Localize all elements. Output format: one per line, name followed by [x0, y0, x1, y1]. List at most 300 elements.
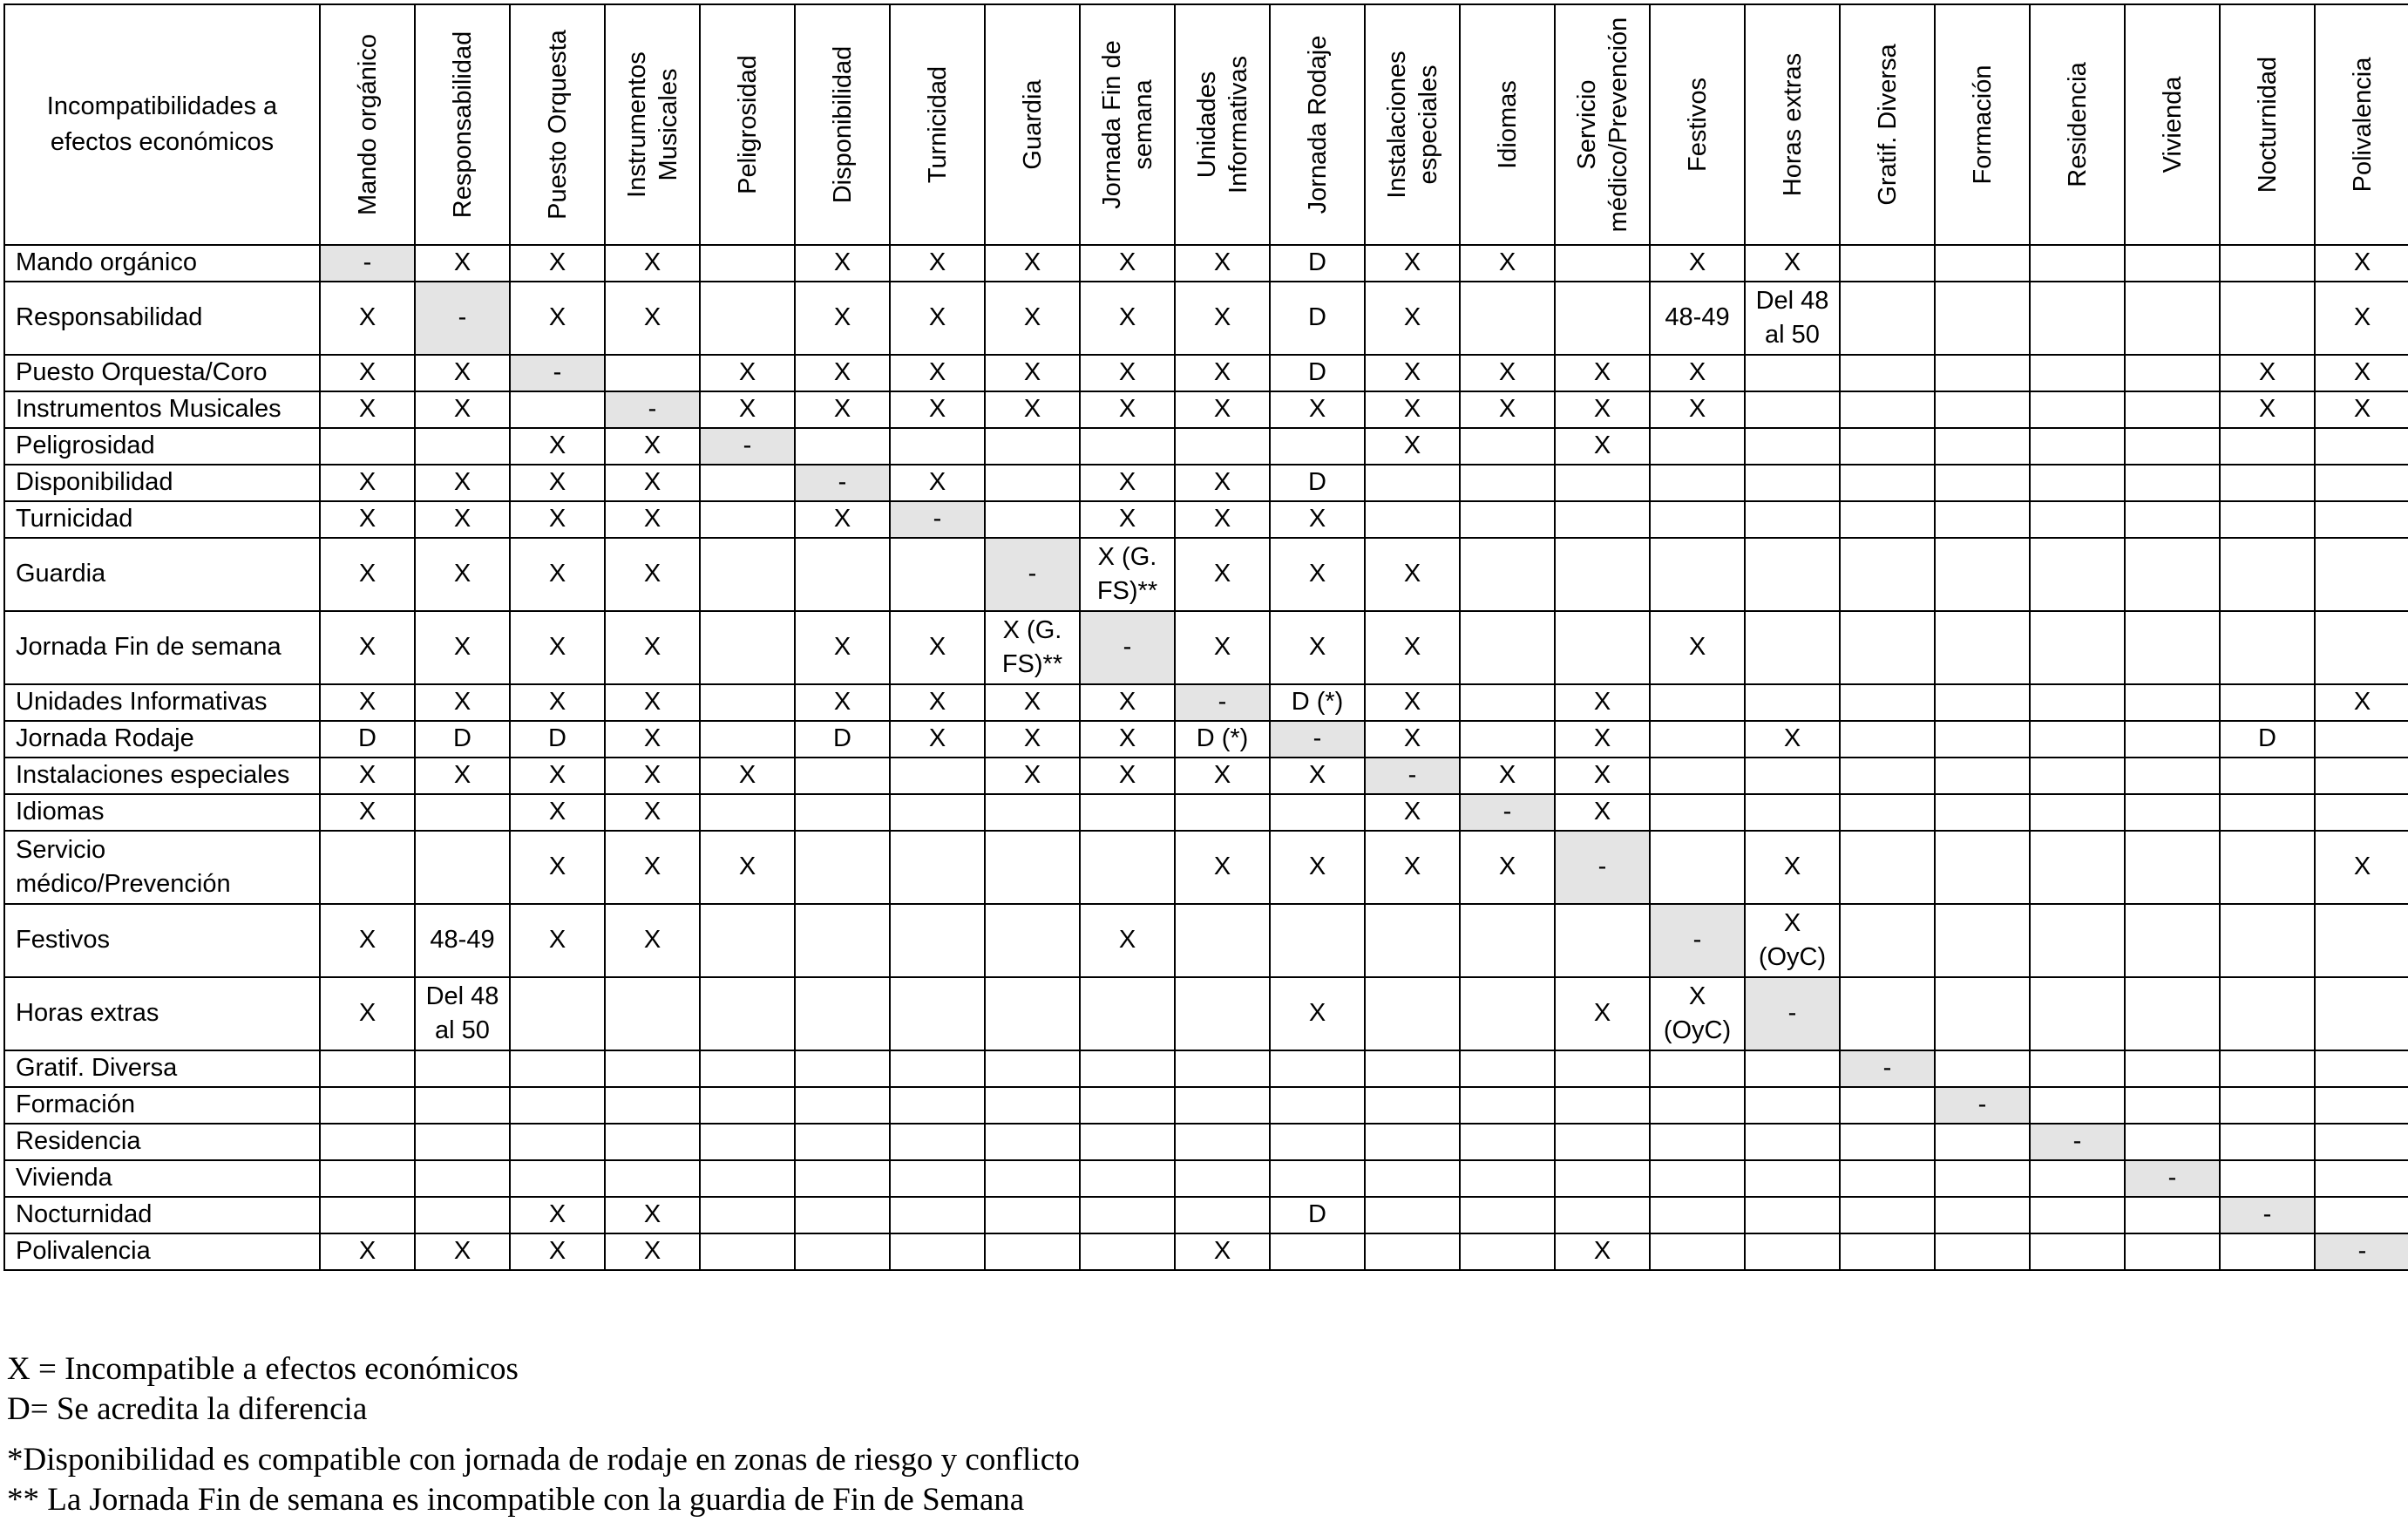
matrix-cell: X: [605, 1233, 700, 1270]
diagonal-cell: -: [1650, 904, 1745, 977]
column-header-label: Mando orgánico: [353, 34, 382, 215]
matrix-cell: [2030, 1050, 2125, 1087]
matrix-cell: [1080, 428, 1175, 465]
matrix-cell: [795, 977, 890, 1050]
matrix-cell: [1650, 428, 1745, 465]
legend-d: D= Se acredita la diferencia: [7, 1391, 368, 1427]
matrix-cell: X: [1175, 391, 1270, 428]
matrix-cell: X: [1555, 758, 1650, 794]
table-row: [4, 794, 2408, 831]
diagonal-cell: -: [1935, 1087, 2030, 1124]
diagonal-cell: -: [1840, 1050, 1935, 1087]
matrix-cell: [2030, 611, 2125, 684]
matrix-cell: [2315, 977, 2408, 1050]
matrix-cell: X: [1175, 611, 1270, 684]
matrix-cell: [2220, 428, 2315, 465]
matrix-cell: [1080, 831, 1175, 904]
matrix-cell: [1840, 721, 1935, 758]
matrix-cell: X: [320, 391, 415, 428]
matrix-cell: X: [415, 684, 510, 721]
matrix-cell: [2125, 391, 2220, 428]
matrix-cell: X: [605, 1197, 700, 1233]
matrix-cell: [700, 721, 795, 758]
table-row: [4, 538, 2408, 611]
matrix-cell: [1365, 977, 1460, 1050]
matrix-cell: [1745, 355, 1840, 391]
matrix-cell: X: [1365, 428, 1460, 465]
matrix-cell: X: [320, 1233, 415, 1270]
matrix-cell: [1175, 1087, 1270, 1124]
matrix-cell: [1935, 282, 2030, 355]
matrix-cell: X: [1270, 391, 1365, 428]
row-label: Formación: [4, 1087, 320, 1124]
matrix-cell: [1650, 831, 1745, 904]
matrix-cell: X: [795, 355, 890, 391]
matrix-cell: X (G. FS)**: [1080, 538, 1175, 611]
matrix-cell: X: [1365, 721, 1460, 758]
matrix-cell: [1555, 465, 1650, 501]
matrix-cell: [1080, 1050, 1175, 1087]
column-header: [2030, 4, 2125, 245]
row-label: Residencia: [4, 1124, 320, 1160]
matrix-cell: [2030, 721, 2125, 758]
matrix-cell: [415, 1087, 510, 1124]
column-header: [890, 4, 985, 245]
matrix-cell: [1650, 1160, 1745, 1197]
row-label: Turnicidad: [4, 501, 320, 538]
matrix-cell: X: [1270, 611, 1365, 684]
matrix-cell: [1365, 1124, 1460, 1160]
matrix-cell: X: [1175, 282, 1270, 355]
matrix-cell: [1460, 1160, 1555, 1197]
matrix-cell: X: [1460, 831, 1555, 904]
matrix-cell: [1650, 684, 1745, 721]
matrix-cell: [1840, 428, 1935, 465]
column-header-label: Horas extras: [1778, 52, 1807, 197]
matrix-cell: D: [1270, 282, 1365, 355]
matrix-cell: X: [1650, 391, 1745, 428]
matrix-cell: [1270, 1233, 1365, 1270]
matrix-cell: [795, 1197, 890, 1233]
matrix-cell: [700, 501, 795, 538]
matrix-cell: [2315, 721, 2408, 758]
matrix-cell: [890, 1087, 985, 1124]
matrix-cell: [2030, 428, 2125, 465]
diagonal-cell: -: [2030, 1124, 2125, 1160]
row-label: Unidades Informativas: [4, 684, 320, 721]
matrix-cell: [1270, 1050, 1365, 1087]
matrix-cell: [1745, 684, 1840, 721]
matrix-cell: [1175, 1197, 1270, 1233]
matrix-cell: [1080, 1197, 1175, 1233]
row-label: Peligrosidad: [4, 428, 320, 465]
matrix-cell: [510, 391, 605, 428]
matrix-cell: [510, 1087, 605, 1124]
matrix-cell: [1650, 1087, 1745, 1124]
table-row: [4, 465, 2408, 501]
matrix-cell: X (G. FS)**: [985, 611, 1080, 684]
table-row: [4, 282, 2408, 355]
matrix-cell: [1460, 1233, 1555, 1270]
matrix-cell: X: [1460, 355, 1555, 391]
matrix-cell: X: [320, 282, 415, 355]
matrix-cell: [2220, 538, 2315, 611]
matrix-cell: Del 48 al 50: [1745, 282, 1840, 355]
matrix-cell: [890, 1050, 985, 1087]
matrix-cell: [2220, 684, 2315, 721]
matrix-cell: [2220, 501, 2315, 538]
matrix-cell: [605, 977, 700, 1050]
matrix-cell: [1460, 611, 1555, 684]
matrix-cell: [2030, 684, 2125, 721]
row-label: Polivalencia: [4, 1233, 320, 1270]
matrix-cell: X: [510, 684, 605, 721]
matrix-cell: [1365, 1050, 1460, 1087]
matrix-cell: [700, 538, 795, 611]
matrix-cell: [1935, 538, 2030, 611]
matrix-cell: [1555, 538, 1650, 611]
matrix-cell: [1460, 904, 1555, 977]
matrix-cell: X: [320, 977, 415, 1050]
diagonal-cell: -: [1745, 977, 1840, 1050]
matrix-cell: [1460, 282, 1555, 355]
matrix-cell: [2315, 465, 2408, 501]
matrix-cell: [1080, 1124, 1175, 1160]
matrix-cell: X: [2315, 831, 2408, 904]
matrix-cell: [1555, 1124, 1650, 1160]
matrix-cell: [510, 977, 605, 1050]
column-header: [1460, 4, 1555, 245]
row-label: Festivos: [4, 904, 320, 977]
column-header-label: Festivos: [1683, 78, 1712, 172]
matrix-cell: [985, 428, 1080, 465]
matrix-cell: [985, 501, 1080, 538]
matrix-cell: [890, 538, 985, 611]
column-header: [320, 4, 415, 245]
matrix-cell: [320, 428, 415, 465]
matrix-cell: [795, 428, 890, 465]
diagonal-cell: -: [700, 428, 795, 465]
matrix-cell: [700, 1160, 795, 1197]
matrix-cell: [605, 355, 700, 391]
matrix-cell: [1745, 465, 1840, 501]
matrix-cell: [1650, 758, 1745, 794]
matrix-cell: X: [1080, 245, 1175, 282]
column-header: [1650, 4, 1745, 245]
matrix-cell: X: [890, 391, 985, 428]
matrix-cell: X: [1080, 684, 1175, 721]
matrix-cell: [2125, 684, 2220, 721]
matrix-cell: [1840, 1087, 1935, 1124]
matrix-cell: [2030, 831, 2125, 904]
matrix-cell: [1555, 1050, 1650, 1087]
matrix-cell: [1935, 1160, 2030, 1197]
matrix-cell: [2220, 245, 2315, 282]
matrix-cell: X: [1080, 465, 1175, 501]
matrix-cell: X: [1745, 831, 1840, 904]
matrix-cell: X: [1650, 611, 1745, 684]
matrix-cell: [890, 1233, 985, 1270]
matrix-cell: [700, 1050, 795, 1087]
matrix-cell: [1840, 282, 1935, 355]
matrix-cell: [1745, 501, 1840, 538]
table-row: [4, 1087, 2408, 1124]
matrix-cell: X: [510, 282, 605, 355]
matrix-cell: X: [605, 904, 700, 977]
matrix-cell: [2220, 904, 2315, 977]
column-header-label: Responsabilidad: [448, 31, 477, 219]
matrix-cell: [1935, 1197, 2030, 1233]
matrix-cell: X: [700, 391, 795, 428]
matrix-cell: [1460, 428, 1555, 465]
row-label: Guardia: [4, 538, 320, 611]
column-header: [985, 4, 1080, 245]
diagonal-cell: -: [1460, 794, 1555, 831]
matrix-cell: [985, 1087, 1080, 1124]
matrix-cell: [2030, 758, 2125, 794]
matrix-cell: [510, 1160, 605, 1197]
matrix-cell: [795, 794, 890, 831]
matrix-cell: X: [320, 355, 415, 391]
matrix-cell: [700, 977, 795, 1050]
column-header: [700, 4, 795, 245]
matrix-cell: X: [415, 758, 510, 794]
column-header-label: Jornada Rodaje: [1303, 35, 1332, 214]
matrix-cell: [1080, 1233, 1175, 1270]
column-header-label: Instrumentos Musicales: [622, 51, 682, 198]
column-header: [2220, 4, 2315, 245]
matrix-cell: [1935, 721, 2030, 758]
matrix-cell: [1175, 1050, 1270, 1087]
matrix-cell: [1935, 794, 2030, 831]
column-header: [605, 4, 700, 245]
matrix-cell: [795, 1124, 890, 1160]
matrix-cell: [1935, 977, 2030, 1050]
table-row: [4, 1160, 2408, 1197]
matrix-cell: X: [510, 538, 605, 611]
table-row: [4, 1197, 2408, 1233]
matrix-cell: [985, 1160, 1080, 1197]
matrix-cell: [2030, 391, 2125, 428]
matrix-cell: [1270, 904, 1365, 977]
matrix-cell: [1935, 831, 2030, 904]
row-label: Disponibilidad: [4, 465, 320, 501]
diagonal-cell: -: [2125, 1160, 2220, 1197]
matrix-cell: [1935, 1233, 2030, 1270]
matrix-cell: [1840, 501, 1935, 538]
column-header: [1270, 4, 1365, 245]
matrix-cell: [1840, 1160, 1935, 1197]
matrix-cell: [1650, 1124, 1745, 1160]
matrix-cell: [1745, 794, 1840, 831]
matrix-cell: X: [985, 282, 1080, 355]
matrix-cell: [1935, 684, 2030, 721]
matrix-cell: X: [1365, 794, 1460, 831]
matrix-cell: X: [1365, 245, 1460, 282]
matrix-cell: [2125, 1233, 2220, 1270]
matrix-cell: D: [795, 721, 890, 758]
matrix-cell: [890, 428, 985, 465]
matrix-cell: [1650, 1050, 1745, 1087]
matrix-cell: [2220, 1160, 2315, 1197]
row-label: Horas extras: [4, 977, 320, 1050]
matrix-cell: [1080, 1087, 1175, 1124]
matrix-cell: X: [1365, 538, 1460, 611]
legend-gap: [7, 1430, 1080, 1440]
matrix-cell: [700, 1233, 795, 1270]
matrix-cell: X: [2315, 282, 2408, 355]
matrix-cell: [320, 831, 415, 904]
matrix-cell: [1175, 1160, 1270, 1197]
matrix-cell: [2125, 1050, 2220, 1087]
matrix-cell: Del 48 al 50: [415, 977, 510, 1050]
matrix-cell: X: [890, 721, 985, 758]
matrix-cell: [2125, 245, 2220, 282]
matrix-cell: X: [605, 721, 700, 758]
matrix-cell: X: [985, 391, 1080, 428]
matrix-cell: X: [1555, 355, 1650, 391]
column-header-label: Guardia: [1018, 79, 1047, 170]
matrix-cell: X: [415, 1233, 510, 1270]
matrix-cell: X: [1175, 465, 1270, 501]
matrix-cell: [2125, 721, 2220, 758]
diagonal-cell: -: [795, 465, 890, 501]
matrix-cell: [2030, 1087, 2125, 1124]
matrix-cell: X: [1080, 721, 1175, 758]
column-header-label: Nocturnidad: [2253, 56, 2282, 194]
matrix-cell: X: [510, 611, 605, 684]
column-header-label: Jornada Fin de semana: [1097, 40, 1157, 209]
column-header: [510, 4, 605, 245]
matrix-cell: X: [605, 428, 700, 465]
matrix-cell: [415, 1050, 510, 1087]
matrix-cell: [2125, 1124, 2220, 1160]
matrix-cell: X: [1365, 684, 1460, 721]
column-header: [1555, 4, 1650, 245]
matrix-cell: D: [1270, 1197, 1365, 1233]
matrix-cell: [985, 1050, 1080, 1087]
column-header-label: Formación: [1968, 65, 1997, 185]
matrix-cell: [1460, 1197, 1555, 1233]
matrix-cell: X: [2220, 391, 2315, 428]
column-header-label: Polivalencia: [2348, 57, 2377, 193]
table-row: [4, 1050, 2408, 1087]
column-header: [1745, 4, 1840, 245]
matrix-cell: [2220, 282, 2315, 355]
matrix-cell: [795, 538, 890, 611]
matrix-cell: [1460, 721, 1555, 758]
matrix-cell: X: [985, 684, 1080, 721]
matrix-cell: [2220, 465, 2315, 501]
matrix-cell: [2125, 794, 2220, 831]
matrix-cell: [1745, 1050, 1840, 1087]
matrix-cell: [985, 831, 1080, 904]
legend: [7, 1349, 1080, 1520]
matrix-cell: X: [510, 501, 605, 538]
matrix-cell: [1555, 282, 1650, 355]
table-row: [4, 501, 2408, 538]
matrix-cell: [320, 1197, 415, 1233]
matrix-cell: [2030, 355, 2125, 391]
matrix-cell: X: [985, 245, 1080, 282]
matrix-cell: X: [795, 501, 890, 538]
diagonal-cell: -: [1270, 721, 1365, 758]
matrix-cell: X: [1555, 391, 1650, 428]
matrix-cell: [1935, 904, 2030, 977]
matrix-cell: X: [890, 465, 985, 501]
matrix-cell: X: [1080, 355, 1175, 391]
table-row: [4, 611, 2408, 684]
matrix-cell: [320, 1160, 415, 1197]
matrix-cell: [605, 1160, 700, 1197]
matrix-cell: [1365, 904, 1460, 977]
matrix-cell: [1840, 355, 1935, 391]
matrix-cell: [1935, 1124, 2030, 1160]
matrix-cell: [1080, 977, 1175, 1050]
matrix-cell: D: [510, 721, 605, 758]
matrix-cell: [1080, 794, 1175, 831]
diagonal-cell: -: [415, 282, 510, 355]
matrix-cell: X: [320, 904, 415, 977]
matrix-cell: X: [2315, 245, 2408, 282]
matrix-cell: [795, 831, 890, 904]
matrix-cell: [415, 794, 510, 831]
column-header-label: Vivienda: [2158, 76, 2187, 173]
matrix-cell: X: [320, 684, 415, 721]
matrix-cell: [1840, 794, 1935, 831]
matrix-cell: X: [415, 465, 510, 501]
matrix-cell: X: [1080, 282, 1175, 355]
row-label: Instrumentos Musicales: [4, 391, 320, 428]
matrix-cell: [2030, 465, 2125, 501]
column-header: [1935, 4, 2030, 245]
matrix-cell: [1460, 465, 1555, 501]
column-header: [795, 4, 890, 245]
matrix-cell: [1840, 538, 1935, 611]
table-row: [4, 721, 2408, 758]
row-label: Gratif. Diversa: [4, 1050, 320, 1087]
matrix-cell: X: [510, 1197, 605, 1233]
matrix-cell: X: [1555, 721, 1650, 758]
matrix-cell: [2125, 904, 2220, 977]
matrix-cell: [1080, 1160, 1175, 1197]
matrix-cell: [2220, 831, 2315, 904]
matrix-cell: [795, 1050, 890, 1087]
matrix-cell: D (*): [1270, 684, 1365, 721]
matrix-cell: [1935, 611, 2030, 684]
matrix-cell: X: [985, 355, 1080, 391]
matrix-cell: [2030, 1160, 2125, 1197]
column-header: [1080, 4, 1175, 245]
column-header: [2315, 4, 2408, 245]
table-row: [4, 831, 2408, 904]
matrix-cell: [890, 1197, 985, 1233]
matrix-cell: [1650, 465, 1745, 501]
matrix-cell: X: [795, 611, 890, 684]
diagonal-cell: -: [985, 538, 1080, 611]
matrix-cell: [700, 684, 795, 721]
matrix-cell: X: [1080, 904, 1175, 977]
matrix-cell: [415, 1197, 510, 1233]
matrix-cell: [1650, 501, 1745, 538]
matrix-cell: X: [1270, 977, 1365, 1050]
row-label: Mando orgánico: [4, 245, 320, 282]
column-header-label: Disponibilidad: [828, 45, 857, 204]
matrix-cell: [2030, 977, 2125, 1050]
matrix-cell: X: [1175, 355, 1270, 391]
matrix-cell: [1270, 1124, 1365, 1160]
matrix-cell: X: [1175, 831, 1270, 904]
